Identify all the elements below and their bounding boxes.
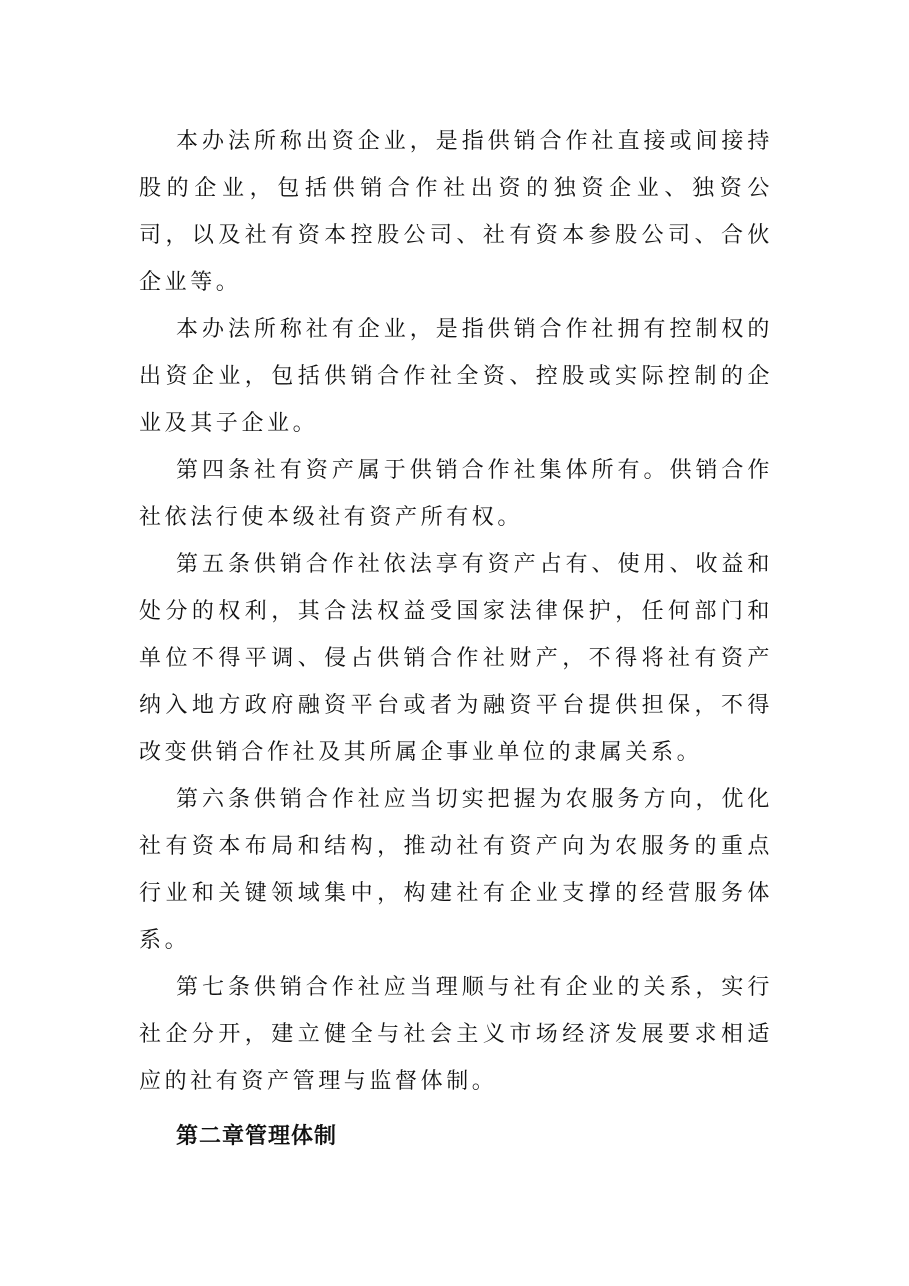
paragraph-investment-enterprise: 本办法所称出资企业，是指供销合作社直接或间接持股的企业，包括供销合作社出资的独资企业、独资公司，以及社有资本控股公司、社有资本参股公司、合伙企业等。	[139, 129, 773, 295]
paragraph-article-4: 第四条社有资产属于供销合作社集体所有。供销合作社依法行使本级社有资产所有权。	[139, 458, 773, 530]
paragraph-article-7: 第七条供销合作社应当理顺与社有企业的关系，实行社企分开，建立健全与社会主义市场经济发展要求相适应的社有资产管理与监督体制。	[139, 975, 773, 1094]
chapter-heading: 第二章管理体制	[176, 1124, 338, 1149]
document-body	[139, 118, 773, 1160]
paragraph-cooperative-enterprise: 本办法所称社有企业，是指供销合作社拥有控制权的出资企业，包括供销合作社全资、控股或实际控制的企业及其子企业。	[139, 317, 773, 436]
paragraph-article-6: 第六条供销合作社应当切实把握为农服务方向，优化社有资本布局和结构，推动社有资产向为农服务的重点行业和关键领域集中，构建社有企业支撑的经营服务体系。	[139, 787, 773, 953]
paragraph-article-5: 第五条供销合作社依法享有资产占有、使用、收益和处分的权利，其合法权益受国家法律保护，任何部门和单位不得平调、侵占供销合作社财产，不得将社有资产纳入地方政府融资平台或者为融资平台提供担保，不得改变供销合作社及其所属企事业单位的隶属关系。	[139, 552, 773, 765]
